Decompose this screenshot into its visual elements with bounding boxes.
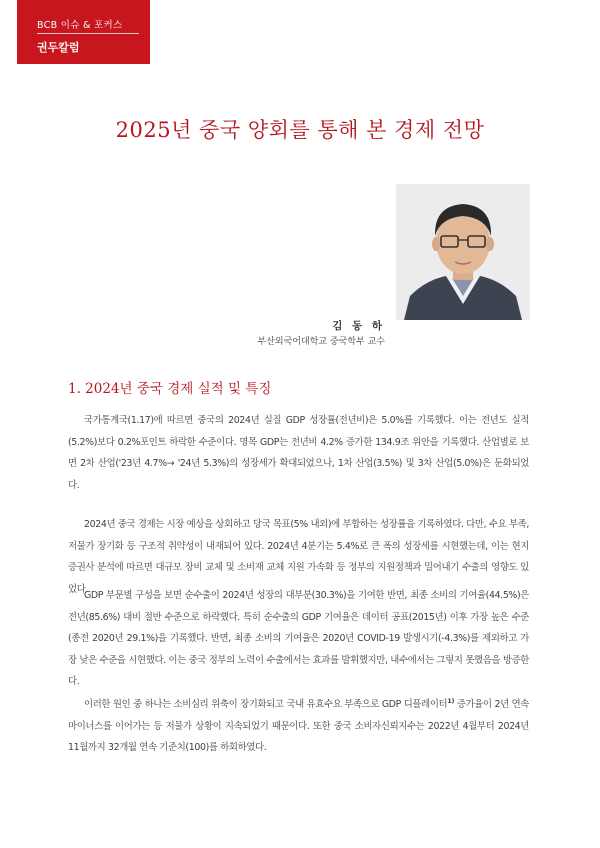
paragraph-3: GDP 부문별 구성을 보면 순수출이 2024년 성장의 대부분(30.3%)을 기여한 반면, 최종 소비의 기여율(44.5%)은 전년(85.6%) 대비 절반 수준으로 하락했다. 특히 순수출의 GDP 기여율은 데이터 공표(2015년) 이후 가장 높은 수준(종전 2020년 29.1%)을 기록했다. 반면, 최종 소비의 기여율은 2020년 COVID-19 발생시기(-4.3%)를 제외하고 가장 낮은 수준을 시현했다. 이는 중국 정부의 노력이 수출에서는 효과를 발휘했지만, 내수에서는 그렇지 못했음을 방증한다.	[68, 590, 529, 688]
author-affiliation: 부산외국어대학교 중국학부 교수	[257, 337, 385, 347]
author-portrait-illustration	[396, 184, 530, 320]
article-title: 2025년 중국 양회를 통해 본 경제 전망	[115, 118, 485, 142]
badge-divider	[37, 33, 139, 34]
author-name: 김 동 하	[332, 320, 385, 332]
footnote-marker: 1)	[447, 697, 455, 705]
column-label: 권두칼럼	[37, 41, 80, 54]
category-label: BCB 이슈 & 포커스	[37, 20, 123, 31]
section-heading: 1. 2024년 중국 경제 실적 및 특징	[68, 381, 272, 397]
column-badge	[17, 0, 150, 64]
paragraph-4-text-end: 증가율이 2년 연속 마이너스를 이어가는 등 저물가 상황이 지속되었기 때문이다. 또한 중국 소비자신뢰지수는 2022년 4월부터 2024년 11월까지 32개월 연속 기준치(100)를 하회하였다.	[68, 699, 530, 754]
paragraph-4	[68, 691, 529, 759]
author-photo	[396, 184, 530, 320]
paragraph-1: 국가통계국(1.17)에 따르면 중국의 2024년 실질 GDP 성장률(전년비)은 5.0%를 기록했다. 이는 전년도 실적(5.2%)보다 0.2%포인트 하락한 수준이다. 명목 GDP는 전년비 4.2% 증가한 134.9조 위안을 기록했다. 산업별로 보면 2차 산업('23년 4.7%→ '24년 5.3%)의 성장세가 확대되었으나, 1차 산업(3.5%) 및 3차 산업(5.0%)은 둔화되었다.	[68, 415, 529, 491]
paragraph-2: 2024년 중국 경제는 시장 예상을 상회하고 당국 목표(5% 내외)에 부합하는 성장률을 기록하였다. 다만, 수요 부족, 저물가 장기화 등 구조적 취약성이 내재되어 있다. 2024년 4분기는 5.4%로 큰 폭의 성장세를 시현했는데, 이는 현지 증권사 분석에 따르면 대규모 장비 교체 및 소비재 교체 지원 가속화 등 정부의 지원정책과 밀어내기 수출의 영향도 있었다.	[68, 519, 529, 595]
paragraph-4-text-start: 이러한 원인 중 하나는 소비심리 위축이 장기화되고 국내 유효수요 부족으로 GDP 디플레이터	[84, 699, 448, 711]
